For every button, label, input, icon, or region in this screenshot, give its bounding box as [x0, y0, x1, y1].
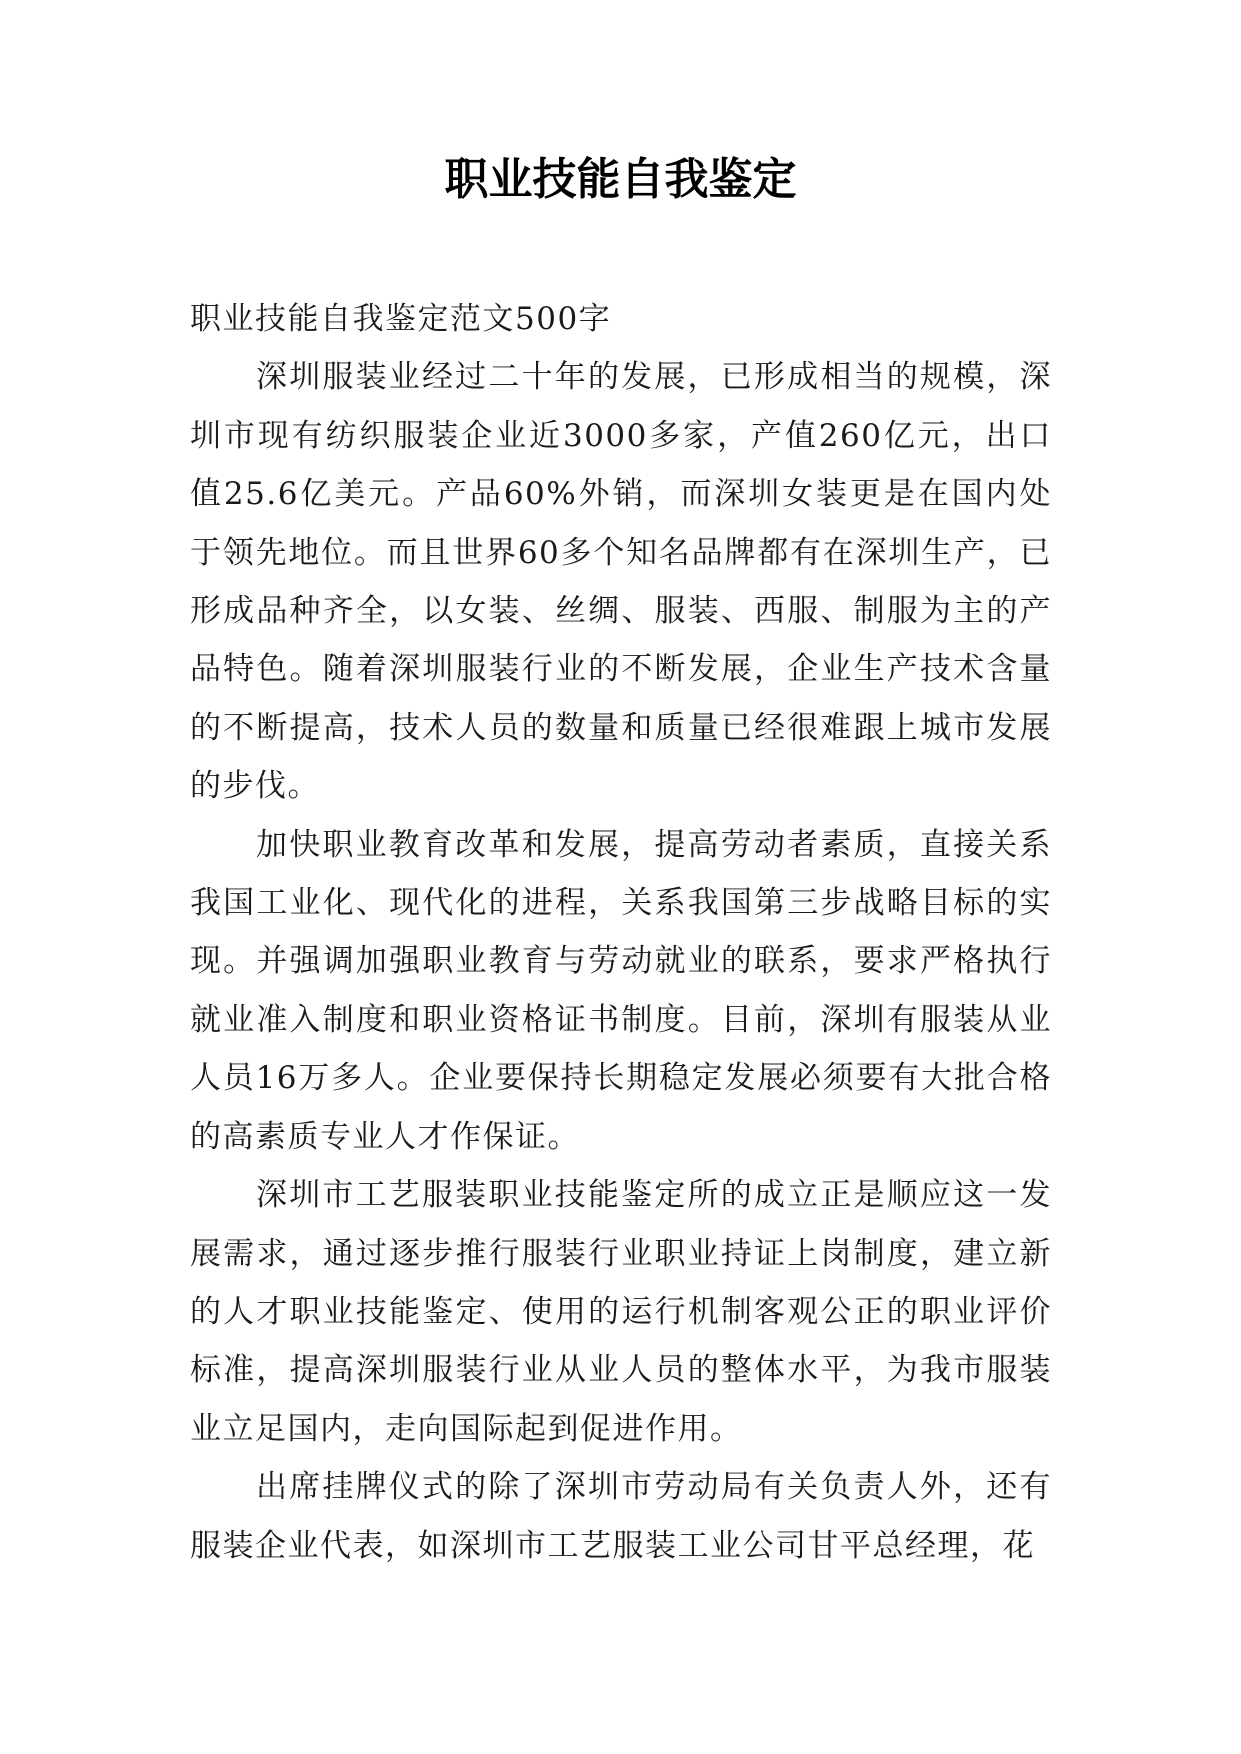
- document-title: 职业技能自我鉴定: [444, 154, 797, 205]
- paragraph: 深圳服装业经过二十年的发展，已形成相当的规模，深圳市现有纺织服装企业近3000多家，产值260亿元，出口值25.6亿美元。产品60%外销，而深圳女装更是在国内处于领先地位。而且世界60多个知名品牌都有在深圳生产，已形成品种齐全，以女装、丝绸、服装、西服、制服为主的产品特色。随着深圳服装行业的不断发展，企业生产技术含量的不断提高，技术人员的数量和质量已经很难跟上城市发展的步伐。: [190, 359, 1052, 805]
- paragraph: 加快职业教育改革和发展，提高劳动者素质，直接关系我国工业化、现代化的进程，关系我国第三步战略目标的实现。并强调加强职业教育与劳动就业的联系，要求严格执行就业准入制度和职业资格证书制度。目前，深圳有服装从业人员16万多人。企业要保持长期稳定发展必须要有大批合格的高素质专业人才作保证。: [190, 826, 1052, 1155]
- document-body: [190, 290, 1052, 1575]
- document-subtitle: 职业技能自我鉴定范文500字: [190, 301, 612, 337]
- paragraph: 出席挂牌仪式的除了深圳市劳动局有关负责人外，还有服装企业代表，如深圳市工艺服装工业公司甘平总经理，花: [190, 1469, 1052, 1564]
- paragraph: 深圳市工艺服装职业技能鉴定所的成立正是顺应这一发展需求，通过逐步推行服装行业职业持证上岗制度，建立新的人才职业技能鉴定、使用的运行机制客观公正的职业评价标准，提高深圳服装行业从业人员的整体水平，为我市服装业立足国内，走向国际起到促进作用。: [190, 1177, 1052, 1447]
